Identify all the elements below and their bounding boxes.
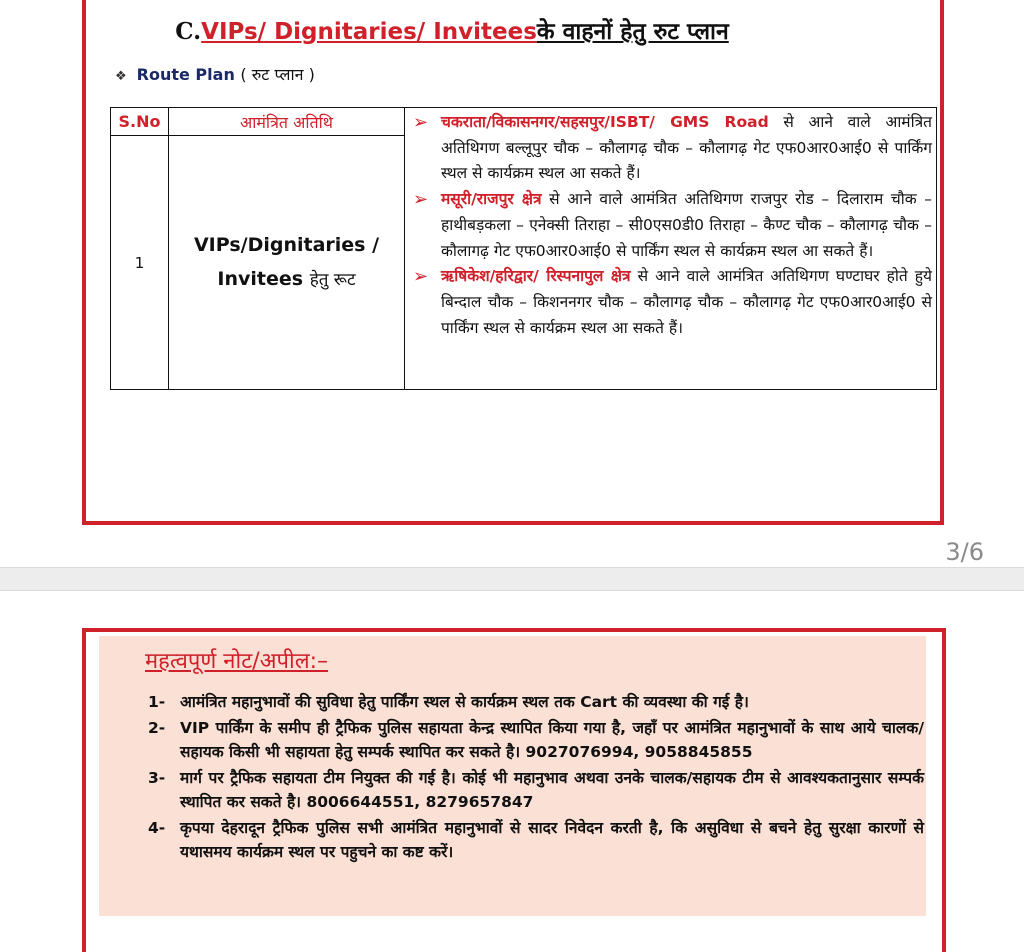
guest-line-1: VIPs/Dignitaries / [193, 234, 380, 256]
route-plan-hindi: ( रुट प्लान ) [240, 65, 315, 84]
route-plan-label: Route Plan [136, 65, 235, 84]
note-text: VIP पार्किंग के समीप ही ट्रैफिक पुलिस सहायता केन्द्र स्थापित किया गया है, जहाँ पर आमंत्रित महानुभावों के साथ आये चालक/सहायक किसी भी सहायता हेतु सम्पर्क स्थापित कर सकते है। 9027076994, 9058845855 [180, 718, 924, 761]
note-text: मार्ग पर ट्रैफिक सहायता टीम नियुक्त की गई है। कोई भी महानुभाव अथवा उनके चालक/सहायक टीम से आवश्यकतानुसार सम्पर्क स्थापित कर सकते है। 8006644551, 8279657847 [180, 768, 924, 811]
route-plan-heading [115, 63, 315, 85]
note-number: 1- [148, 693, 166, 711]
page-indicator: 3/6 [945, 538, 984, 566]
note-text: आमंत्रित महानुभावों की सुविधा हेतु पार्किंग स्थल से कार्यक्रम स्थल तक Cart की व्यवस्था की गई है। [180, 693, 749, 711]
title-red-part: VIPs/ Dignitaries/ Invitees [201, 19, 537, 45]
list-item [148, 766, 924, 815]
note-text: कृपया देहरादून ट्रैफिक पुलिस सभी आमंत्रित महानुभावों से सादर निवेदन करती है, कि असुविधा से बचने हेतु सुरक्षा कारणों से यथासमय कार्यक्रम स्थल पर पहुचने का कष्ट करें। [180, 818, 924, 861]
routes-cell [405, 108, 937, 390]
header-guest: आमंत्रित अतिथि [169, 108, 405, 136]
list-item [148, 690, 924, 715]
route-item [413, 187, 932, 264]
arrow-right-icon: ➢ [413, 189, 429, 211]
guest-line-2-en: Invitees [217, 268, 304, 290]
route-text: से आने वाले आमंत्रित अतिथिगण बल्लूपुर चौक – कौलागढ़ चौक – कौलागढ़ गेट एफ0आर0आई0 से पार्किंग स्थल से कार्यक्रम स्थल आ सकते हैं। [441, 113, 932, 183]
row-guest [169, 136, 405, 390]
guest-line-2 [169, 262, 404, 297]
route-origin: मसूरी/राजपुर क्षेत्र [441, 190, 542, 209]
route-table [110, 107, 937, 390]
table-header-row [111, 108, 937, 136]
route-item [413, 264, 932, 341]
route-text: से आने वाले आमंत्रित अतिथिगण राजपुर रोड – दिलाराम चौक – हाथीबड़कला – एनेक्सी तिराहा – सी0एस0डी0 तिराहा – कैण्ट चौक – कौलागढ़ चौक – कौलागढ़ गेट एफ0आर0आई0 से पार्किंग स्थल से कार्यक्रम स्थल आ सकते हैं। [441, 190, 932, 260]
title-hindi-part: के वाहनों हेतु रुट प्लान [536, 18, 729, 45]
route-origin: चकराता/विकासनगर/सहसपुर/ISBT/ GMS Road [441, 113, 769, 131]
title-prefix: C. [175, 18, 202, 45]
note-number: 3- [148, 768, 166, 787]
diamond-bullet-icon: ❖ [115, 69, 127, 84]
page-separator [0, 567, 1024, 591]
row-sno: 1 [111, 136, 169, 390]
note-number: 2- [148, 718, 166, 737]
arrow-right-icon: ➢ [413, 112, 429, 133]
header-sno: S.No [111, 108, 169, 136]
guest-line-2-hi: हेतु रूट [309, 270, 356, 290]
notes-list [148, 690, 924, 866]
notes-title: महत्वपूर्ण नोट/अपील:– [145, 649, 329, 674]
list-item [148, 716, 924, 765]
section-title [92, 14, 812, 46]
route-text: से आने वाले आमंत्रित अतिथिगण घण्टाघर होते हुये बिन्दाल चौक – किशननगर चौक – कौलागढ़ चौक – कौलागढ़ गेट एफ0आर0आई0 से पार्किंग स्थल से कार्यक्रम स्थल आ सकते हैं। [441, 267, 932, 337]
note-number: 4- [148, 818, 166, 837]
arrow-right-icon: ➢ [413, 266, 429, 288]
route-origin: ऋषिकेश/हरिद्वार/ रिस्पनापुल क्षेत्र [441, 267, 631, 286]
list-item [148, 816, 924, 865]
route-item [413, 110, 932, 187]
